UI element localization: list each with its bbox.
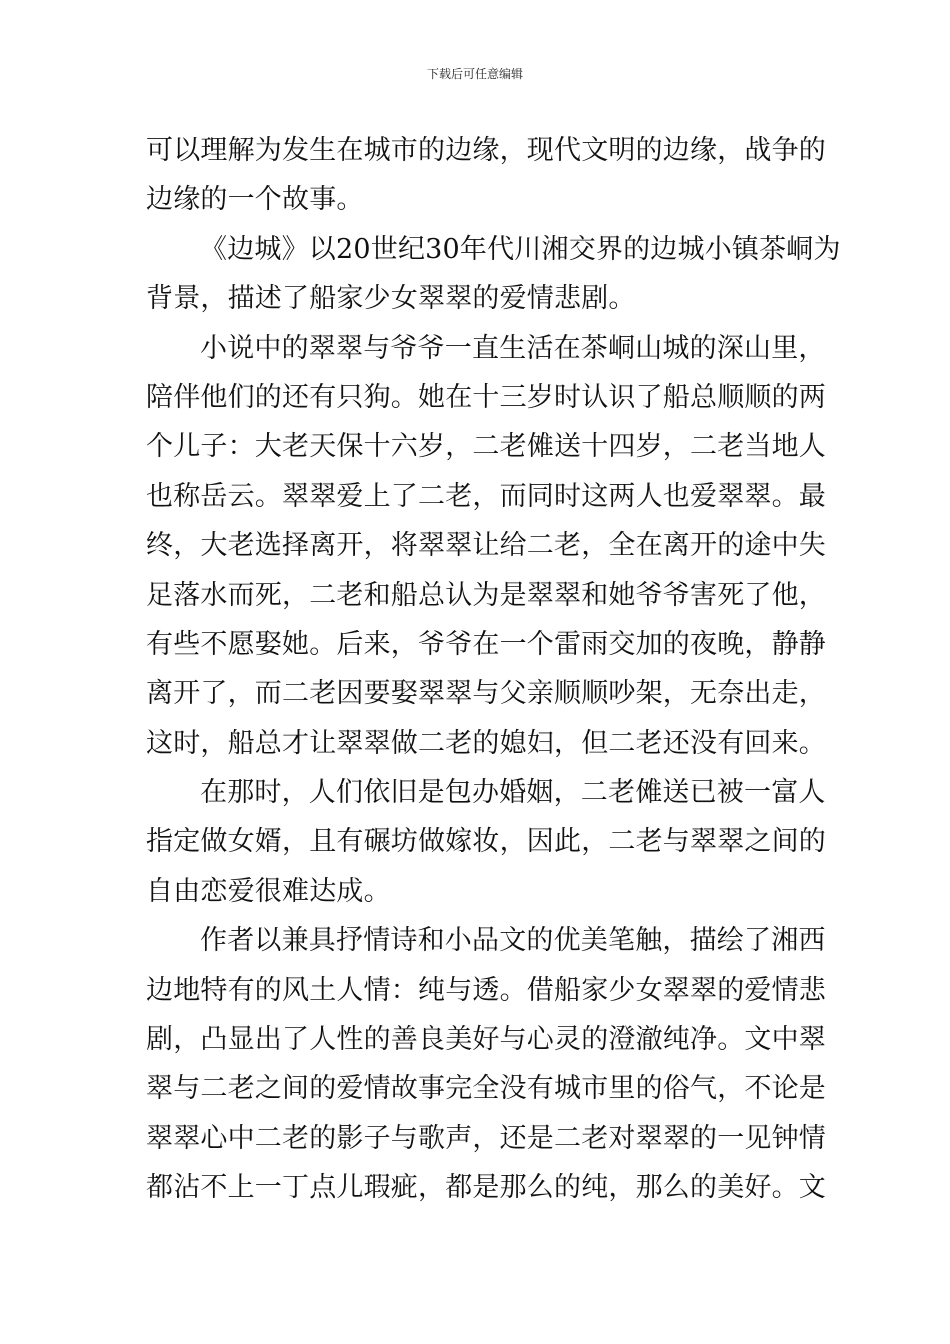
text-line: 自由恋爱很难达成。 xyxy=(146,875,391,907)
text-line: 这时，船总才让翠翠做二老的媳妇，但二老还没有回来。 xyxy=(146,727,826,759)
paragraph-3 xyxy=(146,324,826,769)
text-line: 在那时，人们依旧是包办婚姻，二老傩送已被一富人 xyxy=(200,777,826,809)
text-line: 剧，凸显出了人性的善良美好与心灵的澄澈纯净。文中翠 xyxy=(146,1024,826,1056)
text-line: 作者以兼具抒情诗和小品文的优美笔触，描绘了湘西 xyxy=(200,925,826,957)
text-line: 翠与二老之间的爱情故事完全没有城市里的俗气，不论是 xyxy=(146,1073,826,1105)
text-line: 边地特有的风土人情：纯与透。借船家少女翠翠的爱情悲 xyxy=(146,974,826,1006)
text-line: 陪伴他们的还有只狗。她在十三岁时认识了船总顺顺的两 xyxy=(146,381,826,413)
page-header: 下载后可任意编辑 xyxy=(426,67,523,81)
paragraph-5 xyxy=(146,916,826,1212)
text-line: 足落水而死，二老和船总认为是翠翠和她爷爷害死了他， xyxy=(146,579,826,611)
text-line: 翠翠心中二老的影子与歌声，还是二老对翠翠的一见钟情 xyxy=(146,1122,826,1154)
text-line: 小说中的翠翠与爷爷一直生活在茶峒山城的深山里， xyxy=(200,332,826,364)
text-line: 离开了，而二老因要娶翠翠与父亲顺顺吵架，无奈出走， xyxy=(146,678,826,710)
text-line: 也称岳云。翠翠爱上了二老，而同时这两人也爱翠翠。最 xyxy=(146,480,826,512)
text-line: 可以理解为发生在城市的边缘，现代文明的边缘，战争的 xyxy=(146,135,826,166)
body-text xyxy=(146,126,841,1213)
text-line: 背景，描述了船家少女翠翠的爱情悲剧。 xyxy=(146,283,636,315)
text-line: 边缘的一个故事。 xyxy=(146,184,364,216)
text-line: 《边城》以20世纪30年代川湘交界的边城小镇茶峒为 xyxy=(200,233,841,265)
paragraph-1 xyxy=(146,126,826,225)
text-line: 有些不愿娶她。后来，爷爷在一个雷雨交加的夜晚，静静 xyxy=(146,628,826,660)
text-line: 都沾不上一丁点儿瑕疵，都是那么的纯，那么的美好。文 xyxy=(146,1172,826,1204)
text-line: 个儿子：大老天保十六岁，二老傩送十四岁，二老当地人 xyxy=(146,431,826,463)
paragraph-4 xyxy=(146,768,826,916)
paragraph-2 xyxy=(146,225,841,324)
text-line: 指定做女婿，且有碾坊做嫁妆，因此，二老与翠翠之间的 xyxy=(146,826,826,858)
text-line: 终，大老选择离开，将翠翠让给二老，全在离开的途中失 xyxy=(146,530,826,562)
